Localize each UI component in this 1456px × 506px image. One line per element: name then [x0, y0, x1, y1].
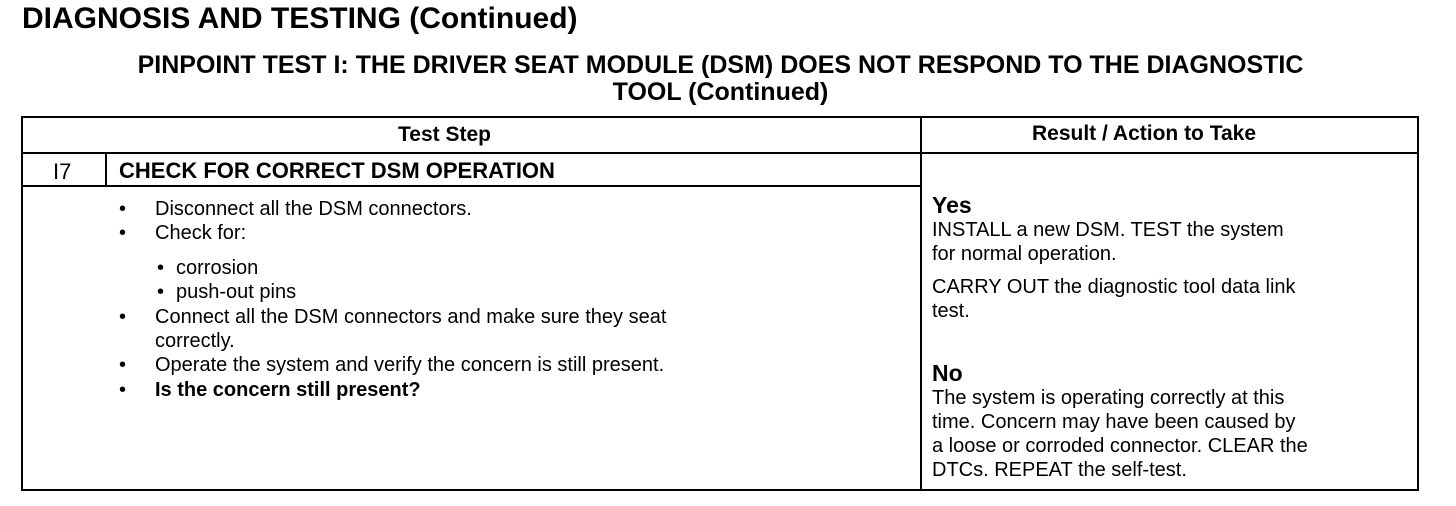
pinpoint-test-title: [0, 52, 1441, 106]
result-yes-line-4: test.: [932, 300, 970, 322]
step-item-check-for: Check for:: [155, 222, 247, 244]
result-no-label: No: [932, 360, 963, 386]
bullet-3: •: [119, 306, 127, 328]
column-divider: [920, 118, 922, 489]
header-result-action: Result / Action to Take: [1032, 122, 1257, 145]
result-no-line-2: time. Concern may have been caused by: [932, 411, 1296, 433]
step-item-operate: Operate the system and verify the concern is still present.: [155, 354, 665, 376]
page-title: DIAGNOSIS AND TESTING (Continued): [22, 2, 578, 35]
sub-item-corrosion: corrosion: [176, 257, 259, 279]
result-no-line-1: The system is operating correctly at this: [932, 387, 1285, 409]
header-test-step: Test Step: [398, 123, 491, 146]
result-yes-line-3: CARRY OUT the diagnostic tool data link: [932, 276, 1296, 298]
step-item-connect-b: correctly.: [155, 330, 235, 352]
step-item-connect-a: Connect all the DSM connectors and make sure they seat: [155, 306, 667, 328]
pinpoint-test-table: [21, 116, 1419, 491]
pinpoint-test-title-line-1: PINPOINT TEST I: THE DRIVER SEAT MODULE (DSM) DOES NOT RESPOND TO THE DIAGNOSTIC: [137, 51, 1304, 79]
bullet-4: •: [119, 354, 127, 376]
header-divider: [23, 152, 1417, 154]
result-no-line-3: a loose or corroded connector. CLEAR the: [932, 435, 1308, 457]
step-number: I7: [53, 159, 72, 184]
step-title: CHECK FOR CORRECT DSM OPERATION: [119, 158, 555, 183]
step-item-question: Is the concern still present?: [155, 379, 421, 401]
step-title-divider: [23, 185, 920, 187]
sub-item-push-out-pins: push-out pins: [176, 281, 297, 303]
result-yes-line-2: for normal operation.: [932, 243, 1117, 265]
pinpoint-test-title-line-2: TOOL (Continued): [612, 78, 829, 106]
result-yes-line-1: INSTALL a new DSM. TEST the system: [932, 219, 1284, 241]
result-no-line-4: DTCs. REPEAT the self-test.: [932, 459, 1187, 481]
sub-bullet-2: •: [157, 281, 165, 303]
result-yes-label: Yes: [932, 192, 972, 218]
bullet-2: •: [119, 222, 127, 244]
bullet-5: •: [119, 379, 127, 401]
bullet-1: •: [119, 198, 127, 220]
sub-bullet-1: •: [157, 257, 165, 279]
step-number-divider: [105, 154, 107, 185]
step-item-disconnect: Disconnect all the DSM connectors.: [155, 198, 472, 220]
